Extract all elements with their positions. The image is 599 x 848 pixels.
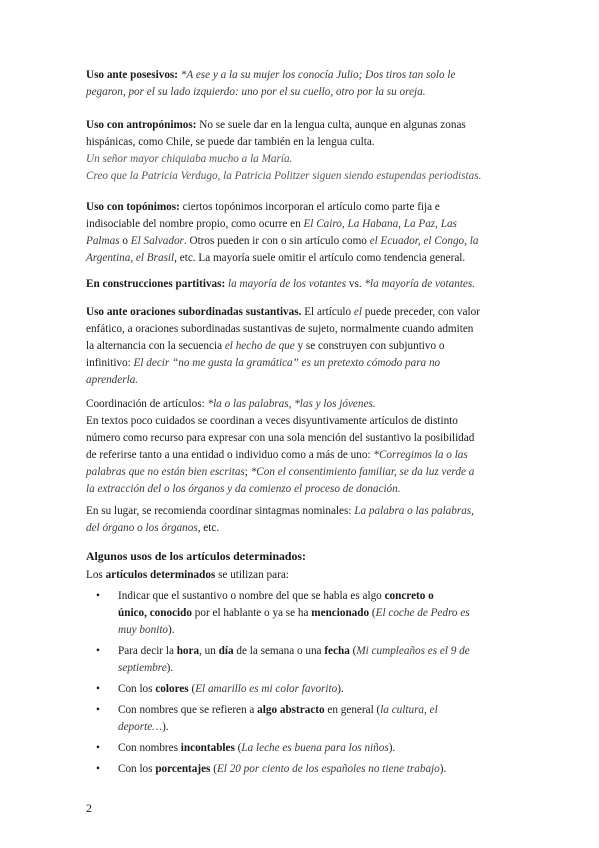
coordinacion-example: palabras que no están bien escritas	[86, 466, 245, 478]
recomendacion-example: del órgano o los órganos	[86, 522, 198, 534]
coordinacion-text: En textos poco cuidados se coordinan a veces disyuntivamente artículos de distinto	[86, 415, 458, 427]
subordinadas-paragraph	[86, 304, 516, 389]
partitivas-example: la mayoría de los votantes	[225, 278, 347, 290]
recomendacion-paragraph	[86, 503, 516, 537]
coordinacion-example: la extracción del o los órganos y da comienzo el proceso de donación.	[86, 483, 401, 495]
posesivos-paragraph	[86, 67, 516, 101]
determinados-intro: Los artículos determinados se utilizan para:	[86, 569, 289, 581]
toponimos-paragraph	[86, 199, 516, 267]
recomendacion-text: En su lugar, se recomienda coordinar sintagmas nominales:	[86, 505, 355, 517]
toponimos-text: . Otros pueden ir con o sin artículo como	[183, 235, 370, 247]
recomendacion-example: La palabra o las palabras,	[354, 505, 474, 517]
subordinadas-example: el hecho de que	[224, 340, 295, 352]
bullet-icon: •	[96, 742, 100, 754]
posesivos-example: *A ese y a la su mujer los conocía Julio; Dos tiros tan solo le	[180, 69, 456, 81]
subordinadas-text: infinitivo:	[86, 357, 134, 369]
subordinadas-example: el	[353, 306, 362, 318]
toponimos-example: El Cairo, La Habana, La Paz, Las	[303, 218, 457, 230]
toponimos-text: indisociable del nombre propio, como ocurre en	[86, 218, 304, 230]
toponimos-example: Palmas	[86, 235, 120, 247]
antroponimos-paragraph	[86, 117, 516, 185]
coordinacion-example: *Con el consentimiento familiar, se da luz verde a	[250, 466, 475, 478]
list-item: • Con nombres que se refieren a algo abstracto en general (la cultura, el deporte…).	[96, 704, 438, 733]
bullet-icon: •	[96, 763, 100, 775]
coordinacion-paragraph	[86, 396, 516, 498]
subordinadas-text: enfático, a oraciones subordinadas sustantivas de sujeto, normalmente cuando admiten	[86, 323, 474, 335]
coordinacion-text: número como recurso para expresar con una sola mención del sustantivo la posibilidad	[86, 432, 475, 444]
usos-list	[86, 588, 526, 782]
antroponimos-example-2: Creo que la Patricia Verdugo, la Patricia Politzer siguen siendo estupendas periodistas.	[86, 170, 482, 182]
partitivas-label: En construcciones partitivas:	[86, 278, 226, 290]
bullet-icon: •	[96, 704, 100, 716]
bullet-icon: •	[96, 590, 100, 602]
coordinacion-example: *Corregimos la o las	[373, 449, 468, 461]
partitivas-vs: vs.	[346, 278, 365, 290]
coordinacion-text: ;	[244, 466, 251, 478]
section-heading: Algunos usos de los artículos determinados:	[86, 549, 306, 563]
toponimos-text: ciertos topónimos incorporan el artículo como parte fija e	[179, 201, 440, 213]
toponimos-example: Argentina, el Brasil	[86, 252, 175, 264]
toponimos-example: el Ecuador, el Congo, la	[369, 235, 479, 247]
recomendacion-text: , etc.	[197, 522, 220, 534]
coordinacion-example: *la o las palabras, *las y los jóvenes.	[207, 398, 376, 410]
list-item: • Para decir la hora, un día de la semana o una fecha (Mi cumpleaños es el 9 de septiembre).	[96, 645, 470, 674]
antroponimos-example-1: Un señor mayor chiquiaba mucho a la María.	[86, 153, 293, 165]
toponimos-text: o	[119, 235, 131, 247]
list-item: • Con nombres incontables (La leche es buena para los niños).	[86, 740, 526, 757]
antroponimos-text-cont: hispánicas, como Chile, se puede dar también en la lengua culta.	[86, 136, 375, 148]
list-item: • Con los colores (El amarillo es mi color favorito).	[86, 681, 526, 698]
list-item: • Con los porcentajes (El 20 por ciento de los españoles no tiene trabajo).	[86, 761, 526, 778]
subordinadas-text: y se construyen con subjuntivo o	[294, 340, 445, 352]
toponimos-text: , etc. La mayoría suele omitir el artículo como tendencia general.	[174, 252, 466, 264]
subordinadas-label: Uso ante oraciones subordinadas sustantivas.	[86, 306, 302, 318]
antroponimos-label: Uso con antropónimos:	[86, 119, 197, 131]
subordinadas-text: El artículo	[301, 306, 354, 318]
posesivos-label: Uso ante posesivos:	[86, 69, 178, 81]
partitivas-paragraph	[86, 276, 516, 293]
coordinacion-text: de referirse tanto a una entidad o individuo como a más de uno:	[86, 449, 374, 461]
subordinadas-example: aprenderla.	[86, 374, 139, 386]
subordinadas-text: la alternancia con la secuencia	[86, 340, 225, 352]
antroponimos-text: No se suele dar en la lengua culta, aunque en algunas zonas	[196, 119, 466, 131]
page-number: 2	[86, 801, 92, 815]
posesivos-example-cont: pegaron, por el su lado izquierdo: uno por el su cuello, otro por la su oreja.	[86, 86, 426, 98]
subordinadas-example: El decir “no me gusta la gramática” es un pretexto cómodo para no	[133, 357, 441, 369]
bullet-icon: •	[96, 683, 100, 695]
list-item: • Indicar que el sustantivo o nombre del que se habla es algo concreto o único, conocido por el hablante o ya se ha mencionado (El coche de Pedro es muy bonito).	[96, 590, 470, 636]
coordinacion-text: Coordinación de artículos:	[86, 398, 208, 410]
toponimos-example: El Salvador	[130, 235, 184, 247]
bullet-icon: •	[96, 645, 100, 657]
partitivas-example: *la mayoría de votantes.	[364, 278, 476, 290]
subordinadas-text: puede preceder, con valor	[362, 306, 480, 318]
toponimos-label: Uso con topónimos:	[86, 201, 180, 213]
